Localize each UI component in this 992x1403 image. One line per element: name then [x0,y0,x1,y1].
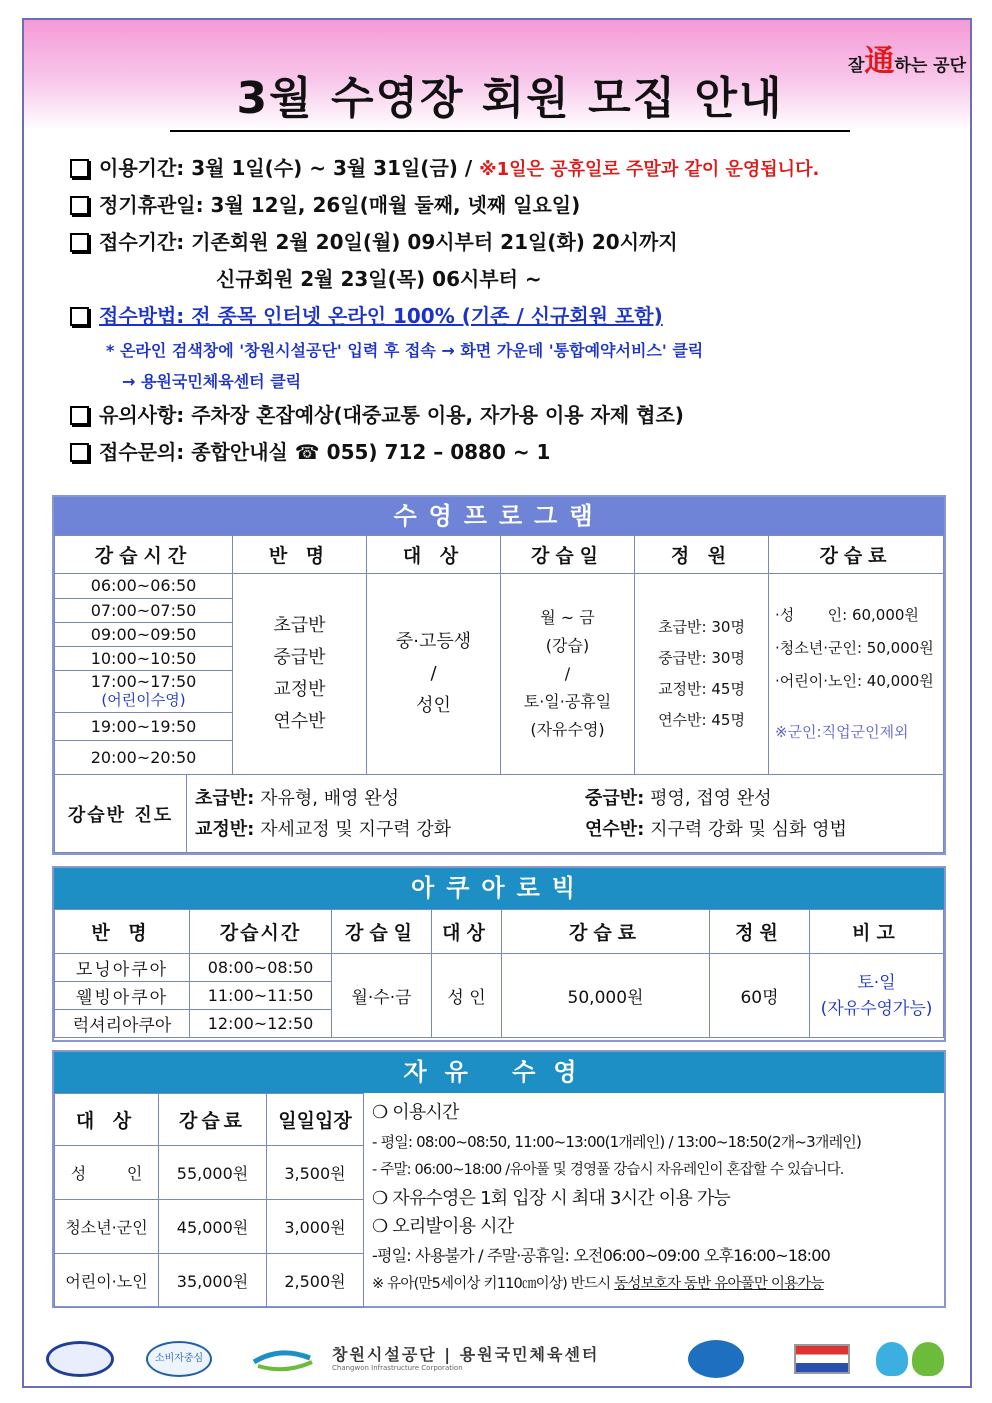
info-method-note: * 온라인 검색창에 '창원시설공단' 입력 후 접속 → 화면 가운데 '통합예약서비스' 클릭 [106,341,704,360]
note-line: - 평일: 08:00~08:50, 11:00~13:00(1개레인) / 13:00~18:50(2개~3개레인) [372,1132,862,1151]
note-line: ※ 유아(만5세이상 키110㎝이상) 반드시 동성보호자 동반 유아풀만 이용가능 [372,1276,824,1292]
info-caution: 유의사항: 주차장 혼잡예상(대중교통 이용, 자가용 이용 자제 협조) [70,397,950,434]
col-header: 강습일 [332,910,432,954]
capacity-text: 교정반: 45명 [658,680,745,698]
time-slot: 06:00~06:50 [55,574,232,598]
aquarobic-title: 아쿠아로빅 [54,868,944,909]
corporation-logo [250,1344,330,1374]
target-text: 성인 [416,695,451,716]
fee-text: ·어린이·노인: 40,000원 [775,672,934,690]
free-daily: 2,500원 [267,1254,364,1308]
aqua-time: 12:00~12:50 [190,1010,332,1038]
target-cell [367,574,501,775]
free-fee: 45,000원 [159,1200,267,1254]
progress-table [54,774,944,853]
info-reception: 접수기간: 기존회원 2월 20일(월) 09시부터 21일(화) 20시까지 [70,224,950,261]
fee-cell [769,574,944,775]
days-text: 월 ~ 금 [540,608,595,627]
free-target: 성 인 [55,1146,159,1200]
city-emblem-logo [46,1341,114,1377]
class-name: 중급반 [273,647,326,668]
col-header: 강습료 [769,536,944,574]
aquarobic-table [54,909,944,1038]
time-slot: 09:00~09:50 [55,622,232,646]
free-daily: 3,500원 [267,1146,364,1200]
col-header: 대 상 [367,536,501,574]
consumer-logo: 소비자중심 [146,1341,212,1377]
checkbox-icon [70,196,89,215]
days-text: (자유수영) [530,720,605,739]
time-slot-kids: 17:00~17:50 (어린이수영) [55,670,232,712]
note-line: - 주말: 06:00~18:00 /유아풀 및 경영풀 강습시 자유레인이 혼잡할 수 있습니다. [372,1162,844,1178]
aqua-class-name: 모닝아쿠아 [55,954,190,982]
progress-content [187,775,944,853]
progress-item: 초급반: 자유형, 배영 완성 [195,787,399,809]
col-header: 정원 [710,910,810,954]
fee-text: ·청소년·군인: 50,000원 [775,639,934,657]
capacity-text: 연수반: 45명 [658,711,745,729]
free-daily: 3,000원 [267,1200,364,1254]
aqua-remark: 토·일 (자유수영가능) [810,954,944,1038]
info-period: 이용기간: 3월 1일(수) ~ 3월 31일(금) / ※1일은 공휴일로 주말과 같이 운영됩니다. [70,150,950,187]
progress-item: 중급반: 평영, 접영 완성 [585,787,772,809]
checkbox-icon [70,233,89,252]
info-method-note2: → 용원국민체육센터 클릭 [122,372,302,391]
days-text: / [564,664,571,683]
fee-text: ·성 인: 60,000원 [775,606,919,624]
aqua-class-name: 럭셔리아쿠아 [55,1010,190,1038]
capacity-cell [635,574,769,775]
free-fee: 55,000원 [159,1146,267,1200]
note-line: ❍ 자유수영은 1회 입장 시 최대 3시간 이용 가능 [372,1187,731,1209]
swim-program-table [54,535,944,775]
info-method: 접수방법: 전 종목 인터넷 온라인 100% (기존 / 신규회원 포함) [70,298,950,335]
free-swim-notes [364,1093,944,1308]
col-header: 강습시간 [190,910,332,954]
col-header: 강습료 [159,1094,267,1146]
checkbox-icon [70,307,89,326]
note-line: -평일: 사용불가 / 주말·공휴일: 오전06:00~09:00 오후16:00~18:00 [372,1245,830,1265]
time-slot: 19:00~19:50 [55,712,232,740]
info-reception-new: 신규회원 2월 23일(목) 06시부터 ~ [216,267,542,291]
corporation-name-en: Changwon Infrastructure Corporation [332,1364,463,1372]
days-text: (강습) [545,636,590,655]
progress-item: 교정반: 자세교정 및 지구력 강화 [195,818,452,840]
free-swim-title: 자유 수영 [54,1052,944,1093]
days-cell [501,574,635,775]
time-slot: 07:00~07:50 [55,598,232,622]
mascot-icon [912,1342,944,1376]
col-header: 반 명 [55,910,190,954]
aqua-capacity: 60명 [710,954,810,1038]
checkbox-icon [70,443,89,462]
free-swim-section [52,1050,946,1308]
swim-program-section [52,495,946,855]
col-header: 반 명 [233,536,367,574]
free-swim-table [54,1093,364,1308]
fee-note: ※군인:직업군인제외 [775,723,909,741]
col-header: 대 상 [55,1094,159,1146]
time-slot: 10:00~10:50 [55,646,232,670]
class-name: 교정반 [273,679,326,700]
checkbox-icon [70,159,89,178]
target-text: / [430,663,437,684]
time-slot: 20:00~20:50 [90,747,197,767]
capacity-text: 중급반: 30명 [658,649,745,667]
aqua-time: 08:00~08:50 [190,954,332,982]
col-header: 일일입장 [267,1094,364,1146]
time-cell [55,574,233,775]
col-header: 강습시간 [55,536,233,574]
col-header: 대상 [432,910,502,954]
class-name: 연수반 [273,711,326,732]
days-text: 토·일·공휴일 [523,692,612,711]
class-cell [233,574,367,775]
info-contact: 접수문의: 종합안내실 ☎ 055) 712 – 0880 ~ 1 [70,434,950,471]
mascot-icon [876,1342,908,1376]
capacity-text: 초급반: 30명 [658,618,745,636]
progress-label: 강습반 진도 [55,775,187,853]
aqua-class-name: 웰빙아쿠아 [55,982,190,1010]
aqua-time: 11:00~11:50 [190,982,332,1010]
info-closed: 정기휴관일: 3월 12일, 26일(매월 둘째, 넷째 일요일) [70,187,950,224]
aqua-target: 성 인 [432,954,502,1038]
aquarobic-section [52,866,946,1042]
target-text: 중·고등생 [395,631,472,652]
swim-program-title: 수영프로그램 [54,497,944,535]
col-header: 정 원 [635,536,769,574]
free-fee: 35,000원 [159,1254,267,1308]
info-list [70,150,950,471]
class-name: 초급반 [273,615,326,636]
aqua-fee: 50,000원 [502,954,710,1038]
slogan-logo [688,1340,744,1378]
free-target: 청소년·군인 [55,1200,159,1254]
col-header: 강습료 [502,910,710,954]
progress-item: 연수반: 지구력 강화 및 심화 영법 [585,818,847,840]
slogan: 잘通하는 공단 [847,44,966,79]
note-line: ❍ 오리발이용 시간 [372,1216,514,1237]
col-header: 비고 [810,910,944,954]
checkbox-icon [70,406,89,425]
corporation-name: 창원시설공단 | 용원국민체육센터 [332,1345,600,1364]
footer [40,1338,960,1380]
col-header: 강습일 [501,536,635,574]
free-target: 어린이·노인 [55,1254,159,1308]
note-line: ❍ 이용시간 [372,1102,459,1123]
aqua-days: 월·수·금 [332,954,432,1038]
flag-logo [794,1344,850,1374]
page-title: 3월 수영장 회원 모집 안내 [170,62,850,132]
